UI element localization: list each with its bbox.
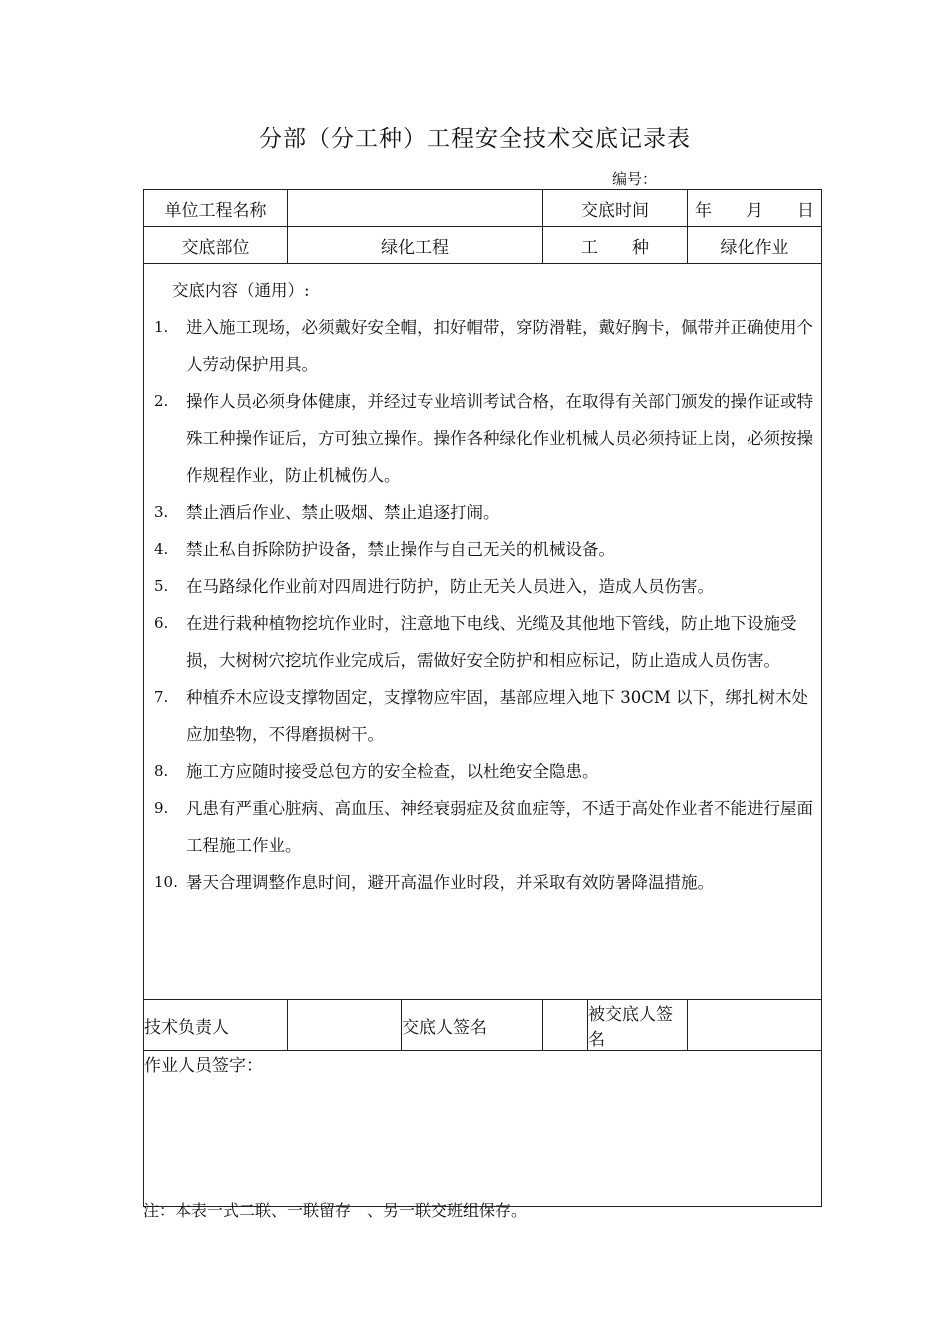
disclosure-form-table (143, 189, 822, 1207)
item-number: 9. (154, 799, 169, 817)
item-text: 在马路绿化作业前对四周进行防护，防止无关人员进入，造成人员伤害。 (186, 577, 714, 596)
page-title: 分部（分工种）工程安全技术交底记录表 (259, 126, 691, 152)
tech-lead-field[interactable] (288, 1000, 402, 1051)
list-item (154, 605, 813, 679)
item-text: 种植乔木应设支撑物固定，支撑物应牢固，基部应埋入地下 30CM 以下，绑扎树木处应加垫物，不得磨损树干。 (186, 688, 809, 744)
footer-note: 注：本表一式二联、一联留存 、另一联交班组保存。 (143, 1201, 528, 1220)
workers-signature-label: 作业人员签字： (144, 1056, 263, 1076)
list-item (154, 568, 813, 605)
list-item (154, 531, 813, 568)
item-number: 10. (154, 873, 178, 891)
item-number: 7. (154, 688, 169, 706)
trade-value: 绿化作业 (688, 227, 822, 264)
item-text: 在进行栽种植物挖坑作业时，注意地下电线、光缆及其他地下管线，防止地下设施受损，大树树穴挖坑作业完成后，需做好安全防护和相应标记，防止造成人员伤害。 (186, 614, 797, 670)
document-number (612, 168, 657, 189)
item-number: 6. (154, 614, 169, 632)
recipient-label: 被交底人签名 (588, 1000, 688, 1051)
item-number: 1. (154, 318, 169, 336)
location-label: 交底部位 (144, 227, 288, 264)
list-item (154, 309, 813, 383)
disclosure-content (144, 264, 822, 1000)
content-row (144, 264, 822, 1000)
list-item (154, 864, 813, 901)
list-item (154, 679, 813, 753)
content-intro: 交底内容（通用）: (172, 281, 310, 300)
item-text: 禁止酒后作业、禁止吸烟、禁止追逐打闹。 (186, 503, 500, 522)
disclosure-time-label: 交底时间 (543, 190, 688, 227)
list-item (154, 494, 813, 531)
header-row-2 (144, 227, 822, 264)
item-text: 禁止私自拆除防护设备，禁止操作与自己无关的机械设备。 (186, 540, 615, 559)
discloser-field[interactable] (543, 1000, 588, 1051)
item-number: 2. (154, 392, 169, 410)
item-number: 4. (154, 540, 169, 558)
workers-row (144, 1051, 822, 1207)
item-text: 暑天合理调整作息时间，避开高温作业时段，并采取有效防暑降温措施。 (186, 873, 714, 892)
discloser-label: 交底人签名 (402, 1000, 543, 1051)
item-number: 3. (154, 503, 169, 521)
item-text: 进入施工现场，必须戴好安全帽，扣好帽带，穿防滑鞋，戴好胸卡，佩带并正确使用个人劳动保护用具。 (186, 318, 813, 374)
date-month: 月 (746, 200, 763, 221)
project-name-field[interactable] (288, 190, 543, 227)
list-item (154, 383, 813, 494)
date-year: 年 (695, 200, 712, 221)
location-value: 绿化工程 (288, 227, 543, 264)
item-text: 施工方应随时接受总包方的安全检查，以杜绝安全隐患。 (186, 762, 599, 781)
date-day: 日 (797, 200, 814, 221)
signature-row (144, 1000, 822, 1051)
item-number: 8. (154, 762, 169, 780)
recipient-field[interactable] (688, 1000, 822, 1051)
item-number: 5. (154, 577, 169, 595)
tech-lead-label: 技术负责人 (144, 1000, 288, 1051)
list-item (154, 753, 813, 790)
header-row-1 (144, 190, 822, 227)
trade-label: 工 种 (543, 227, 688, 264)
disclosure-date-field[interactable] (688, 190, 822, 227)
document-number-label: 编号： (612, 170, 658, 188)
item-text: 凡患有严重心脏病、高血压、神经衰弱症及贫血症等，不适于高处作业者不能进行屋面工程施工作业。 (186, 799, 813, 855)
workers-signature-area[interactable] (144, 1051, 822, 1207)
list-item (154, 790, 813, 864)
project-name-label: 单位工程名称 (144, 190, 288, 227)
item-text: 操作人员必须身体健康，并经过专业培训考试合格，在取得有关部门颁发的操作证或特殊工种操作证后，方可独立操作。操作各种绿化作业机械人员必须持证上岗，必须按操作规程作业，防止机械伤人。 (186, 392, 813, 485)
